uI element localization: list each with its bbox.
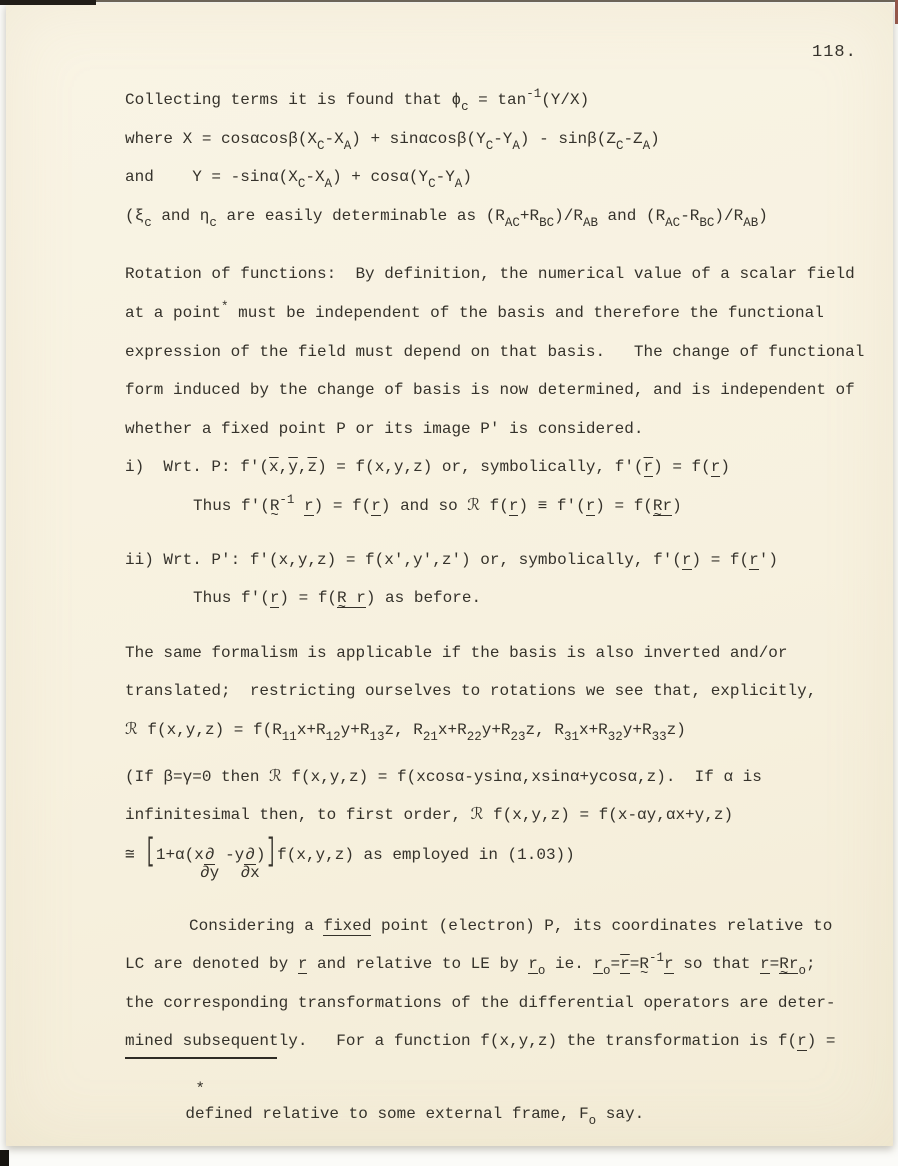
text-line: Collecting terms it is found that $\phi_c = \tan^{-1}(Y/X)$: [125, 87, 590, 114]
text-line: Thus f'(r) = f(R ~ r) as before.: [125, 579, 889, 618]
document-body: [125, 81, 889, 1061]
text-line: Considering a fixed point (electron) P, its coordinates relative to: [189, 916, 833, 935]
text-line: form induced by the change of basis is now determined, and is independent of: [125, 381, 855, 400]
text-line: ≅ [1+α(x∂ ∂y -y∂ ∂x )]f(x,y,z) as employed in (1.03)): [125, 832, 575, 882]
scan-corner-mark: [0, 1150, 9, 1166]
text-line: LC are denoted by r and relative to LE by $r_o$ ie. $r_o=\overline{r}=R$ ~$^{-1}$r so that r=R $\sim r_o$;: [125, 945, 889, 984]
document-page: [6, 3, 893, 1146]
footnote-marker: *: [195, 1080, 206, 1098]
text-line: ii) Wrt. P': f'(x,y,z) = f(x',y',z') or, symbolically, f'(r) = f(r'): [125, 550, 778, 569]
text-line: ($\xi_c$ and $\eta_c$ are easily determinable as $(R_{AC}+R_{BC})/R_{AB}$ and $(R_{AC}-R_{BC})/R_{AB}$): [125, 206, 768, 230]
text-line: and $Y = -\sin\alpha(X_C-X_A) + \cos\alpha(Y_C-Y_A)$: [125, 168, 472, 192]
text-line: where $X = \cos\alpha\cos\beta(X_C-X_A) + \sin\alpha\cos\beta(Y_C-Y_A) - \sin\beta(Z_C-Z_A)$: [125, 129, 660, 153]
text-line: mined subsequently. For a function f(x,y,z) the transformation is f(r) =: [125, 1032, 836, 1051]
text-line: i) Wrt. P: $f'(\overline{x},\overline{y},\overline{z}) = f(x,y,z)$ or, symbolically, $f'(\overline{r}) = f(r)$: [125, 458, 730, 477]
text-line: infinitesimal then, to first order, ℛ f(x,y,z) = f(x-αy,αx+y,z): [125, 806, 734, 825]
scan-edge-top: [0, 0, 898, 2]
footnote: [125, 1069, 644, 1141]
text-line: (If β=γ=0 then ℛ f(x,y,z) = f(xcosα-ysinα,xsinα+ycosα,z). If α is: [125, 767, 762, 786]
text-line: translated; restricting ourselves to rotations we see that, explicitly,: [125, 682, 817, 701]
text-line: at a point* must be independent of the basis and therefore the functional: [125, 299, 824, 322]
text-line: the corresponding transformations of the differential operators are deter-: [125, 993, 836, 1012]
page-number: 118.: [812, 43, 857, 62]
text-line: ℛ $f(x,y,z) = f(R_{11}x+R_{12}y+R_{13}z$, $R_{21}x+R_{22}y+R_{23}z$, $R_{31}x+R_{32}y+R_{33}z$): [125, 720, 686, 744]
text-line: Rotation of functions: By definition, the numerical value of a scalar field: [125, 265, 855, 284]
text-line: The same formalism is applicable if the basis is also inverted and/or: [125, 643, 788, 662]
footnote-text: defined relative to some external frame, $F_o$ say.: [185, 1105, 645, 1128]
text-line: Thus f'(R ~$^{-1}$ r) = f(r) and so ℛ f(r) ≡ f'(r) = f(R ~r): [125, 487, 889, 526]
text-line: whether a fixed point P or its image P' is considered.: [125, 419, 644, 438]
scan-edge-top-left: [0, 0, 96, 5]
footnote-rule: [125, 1057, 277, 1059]
text-line: expression of the field must depend on that basis. The change of functional: [125, 342, 865, 361]
